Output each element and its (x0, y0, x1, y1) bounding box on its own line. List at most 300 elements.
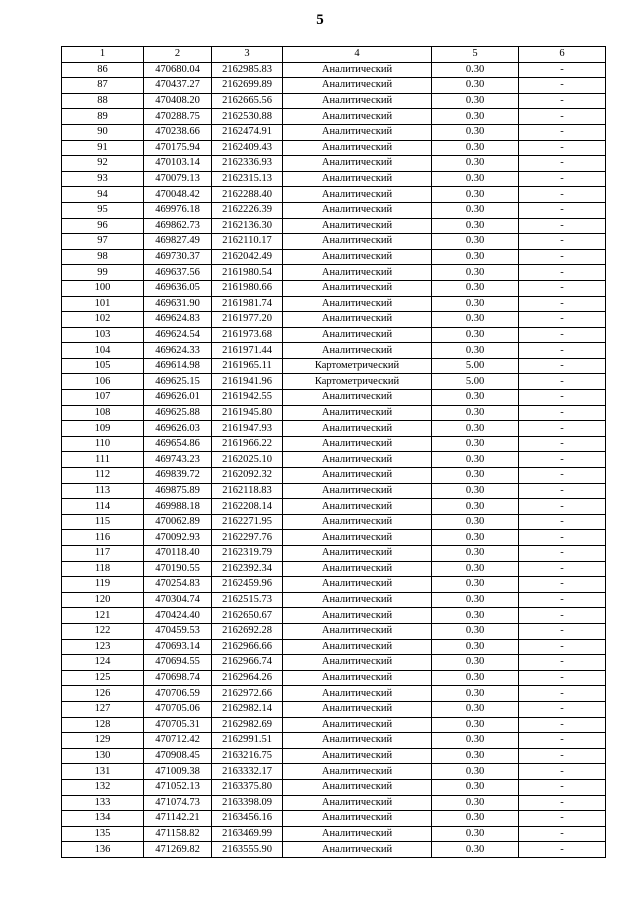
y-coordinate-cell: 2162025.10 (212, 452, 283, 468)
x-coordinate-cell: 471074.73 (144, 795, 212, 811)
point-number-cell: 127 (62, 701, 144, 717)
x-coordinate-cell: 469636.05 (144, 280, 212, 296)
accuracy-cell: 0.30 (432, 280, 519, 296)
method-cell: Аналитический (283, 343, 432, 359)
accuracy-cell: 0.30 (432, 405, 519, 421)
y-coordinate-cell: 2162226.39 (212, 202, 283, 218)
note-cell: - (519, 748, 606, 764)
column-header: 3 (212, 47, 283, 63)
method-cell: Аналитический (283, 124, 432, 140)
accuracy-cell: 0.30 (432, 93, 519, 109)
y-coordinate-cell: 2161965.11 (212, 358, 283, 374)
table-row (62, 623, 606, 639)
note-cell: - (519, 78, 606, 94)
column-header: 5 (432, 47, 519, 63)
note-cell: - (519, 530, 606, 546)
note-cell: - (519, 390, 606, 406)
x-coordinate-cell: 470103.14 (144, 156, 212, 172)
y-coordinate-cell: 2163216.75 (212, 748, 283, 764)
y-coordinate-cell: 2161973.68 (212, 327, 283, 343)
x-coordinate-cell: 470693.14 (144, 639, 212, 655)
x-coordinate-cell: 471142.21 (144, 811, 212, 827)
point-number-cell: 135 (62, 826, 144, 842)
y-coordinate-cell: 2162982.14 (212, 701, 283, 717)
x-coordinate-cell: 470048.42 (144, 187, 212, 203)
accuracy-cell: 0.30 (432, 327, 519, 343)
x-coordinate-cell: 471052.13 (144, 779, 212, 795)
y-coordinate-cell: 2162972.66 (212, 686, 283, 702)
x-coordinate-cell: 469625.88 (144, 405, 212, 421)
note-cell: - (519, 499, 606, 515)
method-cell: Аналитический (283, 452, 432, 468)
y-coordinate-cell: 2161947.93 (212, 421, 283, 437)
y-coordinate-cell: 2162515.73 (212, 592, 283, 608)
table-row (62, 577, 606, 593)
method-cell: Аналитический (283, 748, 432, 764)
accuracy-cell: 0.30 (432, 779, 519, 795)
accuracy-cell: 0.30 (432, 421, 519, 437)
table-row (62, 733, 606, 749)
y-coordinate-cell: 2162288.40 (212, 187, 283, 203)
point-number-cell: 131 (62, 764, 144, 780)
table-row (62, 358, 606, 374)
point-number-cell: 117 (62, 546, 144, 562)
x-coordinate-cell: 469654.86 (144, 436, 212, 452)
method-cell: Аналитический (283, 405, 432, 421)
point-number-cell: 133 (62, 795, 144, 811)
note-cell: - (519, 811, 606, 827)
method-cell: Аналитический (283, 312, 432, 328)
point-number-cell: 107 (62, 390, 144, 406)
y-coordinate-cell: 2162319.79 (212, 546, 283, 562)
note-cell: - (519, 795, 606, 811)
point-number-cell: 132 (62, 779, 144, 795)
x-coordinate-cell: 469839.72 (144, 468, 212, 484)
y-coordinate-cell: 2162991.51 (212, 733, 283, 749)
note-cell: - (519, 93, 606, 109)
table-row (62, 405, 606, 421)
table-row (62, 670, 606, 686)
y-coordinate-cell: 2162699.89 (212, 78, 283, 94)
x-coordinate-cell: 469624.83 (144, 312, 212, 328)
y-coordinate-cell: 2162092.32 (212, 468, 283, 484)
table-row (62, 795, 606, 811)
accuracy-cell: 0.30 (432, 312, 519, 328)
x-coordinate-cell: 470190.55 (144, 561, 212, 577)
accuracy-cell: 5.00 (432, 374, 519, 390)
accuracy-cell: 0.30 (432, 296, 519, 312)
y-coordinate-cell: 2162665.56 (212, 93, 283, 109)
table-row (62, 811, 606, 827)
y-coordinate-cell: 2163555.90 (212, 842, 283, 858)
method-cell: Аналитический (283, 795, 432, 811)
accuracy-cell: 0.30 (432, 561, 519, 577)
accuracy-cell: 0.30 (432, 156, 519, 172)
note-cell: - (519, 358, 606, 374)
note-cell: - (519, 592, 606, 608)
y-coordinate-cell: 2162966.74 (212, 655, 283, 671)
accuracy-cell: 0.30 (432, 78, 519, 94)
accuracy-cell: 0.30 (432, 249, 519, 265)
y-coordinate-cell: 2162409.43 (212, 140, 283, 156)
method-cell: Аналитический (283, 436, 432, 452)
x-coordinate-cell: 470092.93 (144, 530, 212, 546)
x-coordinate-cell: 470705.06 (144, 701, 212, 717)
x-coordinate-cell: 469626.03 (144, 421, 212, 437)
table-row (62, 701, 606, 717)
method-cell: Аналитический (283, 779, 432, 795)
y-coordinate-cell: 2161977.20 (212, 312, 283, 328)
accuracy-cell: 0.30 (432, 140, 519, 156)
table-row (62, 265, 606, 281)
y-coordinate-cell: 2162982.69 (212, 717, 283, 733)
accuracy-cell: 0.30 (432, 577, 519, 593)
x-coordinate-cell: 470238.66 (144, 124, 212, 140)
point-number-cell: 124 (62, 655, 144, 671)
accuracy-cell: 0.30 (432, 202, 519, 218)
note-cell: - (519, 764, 606, 780)
table-row (62, 421, 606, 437)
x-coordinate-cell: 470698.74 (144, 670, 212, 686)
accuracy-cell: 0.30 (432, 748, 519, 764)
x-coordinate-cell: 471269.82 (144, 842, 212, 858)
method-cell: Аналитический (283, 655, 432, 671)
note-cell: - (519, 577, 606, 593)
note-cell: - (519, 405, 606, 421)
point-number-cell: 121 (62, 608, 144, 624)
table-row (62, 202, 606, 218)
note-cell: - (519, 670, 606, 686)
accuracy-cell: 0.30 (432, 343, 519, 359)
point-number-cell: 91 (62, 140, 144, 156)
x-coordinate-cell: 469827.49 (144, 234, 212, 250)
x-coordinate-cell: 469626.01 (144, 390, 212, 406)
table-row (62, 468, 606, 484)
x-coordinate-cell: 471009.38 (144, 764, 212, 780)
table-row (62, 312, 606, 328)
method-cell: Аналитический (283, 733, 432, 749)
point-number-cell: 116 (62, 530, 144, 546)
y-coordinate-cell: 2162530.88 (212, 109, 283, 125)
table-row (62, 452, 606, 468)
y-coordinate-cell: 2163469.99 (212, 826, 283, 842)
table-row (62, 171, 606, 187)
accuracy-cell: 0.30 (432, 826, 519, 842)
x-coordinate-cell: 470706.59 (144, 686, 212, 702)
x-coordinate-cell: 470304.74 (144, 592, 212, 608)
note-cell: - (519, 343, 606, 359)
method-cell: Аналитический (283, 686, 432, 702)
x-coordinate-cell: 469624.54 (144, 327, 212, 343)
y-coordinate-cell: 2162208.14 (212, 499, 283, 515)
y-coordinate-cell: 2162966.66 (212, 639, 283, 655)
accuracy-cell: 0.30 (432, 686, 519, 702)
table-row (62, 514, 606, 530)
method-cell: Аналитический (283, 171, 432, 187)
method-cell: Аналитический (283, 842, 432, 858)
point-number-cell: 120 (62, 592, 144, 608)
accuracy-cell: 0.30 (432, 218, 519, 234)
accuracy-cell: 0.30 (432, 592, 519, 608)
table-row (62, 779, 606, 795)
note-cell: - (519, 234, 606, 250)
accuracy-cell: 0.30 (432, 171, 519, 187)
note-cell: - (519, 452, 606, 468)
method-cell: Аналитический (283, 530, 432, 546)
x-coordinate-cell: 469988.18 (144, 499, 212, 515)
x-coordinate-cell: 469743.23 (144, 452, 212, 468)
y-coordinate-cell: 2161942.55 (212, 390, 283, 406)
point-number-cell: 111 (62, 452, 144, 468)
x-coordinate-cell: 470680.04 (144, 62, 212, 78)
method-cell: Аналитический (283, 499, 432, 515)
point-number-cell: 112 (62, 468, 144, 484)
method-cell: Аналитический (283, 592, 432, 608)
table-header-row (62, 47, 606, 63)
table-row (62, 655, 606, 671)
method-cell: Аналитический (283, 577, 432, 593)
method-cell: Аналитический (283, 234, 432, 250)
y-coordinate-cell: 2161971.44 (212, 343, 283, 359)
accuracy-cell: 0.30 (432, 530, 519, 546)
table-row (62, 140, 606, 156)
method-cell: Аналитический (283, 218, 432, 234)
point-number-cell: 113 (62, 483, 144, 499)
x-coordinate-cell: 470254.83 (144, 577, 212, 593)
point-number-cell: 118 (62, 561, 144, 577)
y-coordinate-cell: 2161981.74 (212, 296, 283, 312)
y-coordinate-cell: 2161945.80 (212, 405, 283, 421)
y-coordinate-cell: 2162474.91 (212, 124, 283, 140)
accuracy-cell: 0.30 (432, 499, 519, 515)
note-cell: - (519, 109, 606, 125)
method-cell: Аналитический (283, 140, 432, 156)
y-coordinate-cell: 2162392.34 (212, 561, 283, 577)
point-number-cell: 95 (62, 202, 144, 218)
table-row (62, 499, 606, 515)
y-coordinate-cell: 2162985.83 (212, 62, 283, 78)
method-cell: Аналитический (283, 156, 432, 172)
y-coordinate-cell: 2162118.83 (212, 483, 283, 499)
table-row (62, 374, 606, 390)
table-row (62, 343, 606, 359)
y-coordinate-cell: 2161980.66 (212, 280, 283, 296)
note-cell: - (519, 655, 606, 671)
accuracy-cell: 0.30 (432, 811, 519, 827)
table-row (62, 296, 606, 312)
note-cell: - (519, 156, 606, 172)
x-coordinate-cell: 469624.33 (144, 343, 212, 359)
y-coordinate-cell: 2162110.17 (212, 234, 283, 250)
method-cell: Аналитический (283, 265, 432, 281)
method-cell: Аналитический (283, 93, 432, 109)
method-cell: Аналитический (283, 608, 432, 624)
note-cell: - (519, 701, 606, 717)
note-cell: - (519, 686, 606, 702)
table-row (62, 249, 606, 265)
accuracy-cell: 0.30 (432, 670, 519, 686)
point-number-cell: 105 (62, 358, 144, 374)
note-cell: - (519, 483, 606, 499)
y-coordinate-cell: 2162650.67 (212, 608, 283, 624)
x-coordinate-cell: 471158.82 (144, 826, 212, 842)
method-cell: Аналитический (283, 421, 432, 437)
x-coordinate-cell: 469976.18 (144, 202, 212, 218)
method-cell: Картометрический (283, 358, 432, 374)
point-number-cell: 96 (62, 218, 144, 234)
accuracy-cell: 0.30 (432, 234, 519, 250)
column-header: 2 (144, 47, 212, 63)
y-coordinate-cell: 2162692.28 (212, 623, 283, 639)
accuracy-cell: 0.30 (432, 124, 519, 140)
table-row (62, 327, 606, 343)
accuracy-cell: 0.30 (432, 265, 519, 281)
x-coordinate-cell: 470118.40 (144, 546, 212, 562)
method-cell: Картометрический (283, 374, 432, 390)
table-row (62, 639, 606, 655)
x-coordinate-cell: 470175.94 (144, 140, 212, 156)
point-number-cell: 98 (62, 249, 144, 265)
point-number-cell: 104 (62, 343, 144, 359)
point-number-cell: 129 (62, 733, 144, 749)
point-number-cell: 87 (62, 78, 144, 94)
x-coordinate-cell: 470424.40 (144, 608, 212, 624)
point-number-cell: 123 (62, 639, 144, 655)
accuracy-cell: 0.30 (432, 452, 519, 468)
table-row (62, 546, 606, 562)
accuracy-cell: 0.30 (432, 390, 519, 406)
x-coordinate-cell: 470908.45 (144, 748, 212, 764)
y-coordinate-cell: 2163456.16 (212, 811, 283, 827)
table-row (62, 592, 606, 608)
table-row (62, 842, 606, 858)
table-row (62, 436, 606, 452)
x-coordinate-cell: 470062.89 (144, 514, 212, 530)
table-row (62, 78, 606, 94)
y-coordinate-cell: 2163332.17 (212, 764, 283, 780)
note-cell: - (519, 546, 606, 562)
point-number-cell: 101 (62, 296, 144, 312)
method-cell: Аналитический (283, 109, 432, 125)
method-cell: Аналитический (283, 280, 432, 296)
point-number-cell: 109 (62, 421, 144, 437)
method-cell: Аналитический (283, 701, 432, 717)
accuracy-cell: 0.30 (432, 733, 519, 749)
accuracy-cell: 0.30 (432, 62, 519, 78)
note-cell: - (519, 327, 606, 343)
method-cell: Аналитический (283, 78, 432, 94)
x-coordinate-cell: 469875.89 (144, 483, 212, 499)
table-row (62, 156, 606, 172)
method-cell: Аналитический (283, 327, 432, 343)
x-coordinate-cell: 469631.90 (144, 296, 212, 312)
note-cell: - (519, 421, 606, 437)
note-cell: - (519, 280, 606, 296)
method-cell: Аналитический (283, 249, 432, 265)
accuracy-cell: 0.30 (432, 764, 519, 780)
point-number-cell: 126 (62, 686, 144, 702)
note-cell: - (519, 842, 606, 858)
x-coordinate-cell: 470712.42 (144, 733, 212, 749)
y-coordinate-cell: 2163375.80 (212, 779, 283, 795)
accuracy-cell: 0.30 (432, 639, 519, 655)
x-coordinate-cell: 470079.13 (144, 171, 212, 187)
point-number-cell: 136 (62, 842, 144, 858)
table-row (62, 218, 606, 234)
note-cell: - (519, 312, 606, 328)
accuracy-cell: 0.30 (432, 468, 519, 484)
table-row (62, 483, 606, 499)
table-row (62, 764, 606, 780)
note-cell: - (519, 62, 606, 78)
table-row (62, 561, 606, 577)
y-coordinate-cell: 2162459.96 (212, 577, 283, 593)
note-cell: - (519, 514, 606, 530)
accuracy-cell: 0.30 (432, 436, 519, 452)
method-cell: Аналитический (283, 623, 432, 639)
point-number-cell: 108 (62, 405, 144, 421)
note-cell: - (519, 187, 606, 203)
point-number-cell: 115 (62, 514, 144, 530)
point-number-cell: 110 (62, 436, 144, 452)
table-row (62, 234, 606, 250)
accuracy-cell: 0.30 (432, 546, 519, 562)
note-cell: - (519, 717, 606, 733)
note-cell: - (519, 468, 606, 484)
x-coordinate-cell: 469730.37 (144, 249, 212, 265)
y-coordinate-cell: 2163398.09 (212, 795, 283, 811)
point-number-cell: 99 (62, 265, 144, 281)
table-body (62, 62, 606, 857)
method-cell: Аналитический (283, 561, 432, 577)
x-coordinate-cell: 469614.98 (144, 358, 212, 374)
page-number: 5 (316, 12, 324, 28)
note-cell: - (519, 171, 606, 187)
y-coordinate-cell: 2161941.96 (212, 374, 283, 390)
point-number-cell: 119 (62, 577, 144, 593)
table-row (62, 124, 606, 140)
y-coordinate-cell: 2162042.49 (212, 249, 283, 265)
point-number-cell: 122 (62, 623, 144, 639)
point-number-cell: 106 (62, 374, 144, 390)
note-cell: - (519, 623, 606, 639)
point-number-cell: 89 (62, 109, 144, 125)
column-header: 1 (62, 47, 144, 63)
x-coordinate-cell: 470705.31 (144, 717, 212, 733)
method-cell: Аналитический (283, 483, 432, 499)
point-number-cell: 93 (62, 171, 144, 187)
point-number-cell: 90 (62, 124, 144, 140)
note-cell: - (519, 218, 606, 234)
point-number-cell: 100 (62, 280, 144, 296)
accuracy-cell: 0.30 (432, 187, 519, 203)
table-row (62, 748, 606, 764)
method-cell: Аналитический (283, 514, 432, 530)
method-cell: Аналитический (283, 202, 432, 218)
table-row (62, 717, 606, 733)
y-coordinate-cell: 2162271.95 (212, 514, 283, 530)
note-cell: - (519, 202, 606, 218)
method-cell: Аналитический (283, 62, 432, 78)
point-number-cell: 92 (62, 156, 144, 172)
note-cell: - (519, 608, 606, 624)
point-number-cell: 128 (62, 717, 144, 733)
y-coordinate-cell: 2162964.26 (212, 670, 283, 686)
note-cell: - (519, 639, 606, 655)
point-number-cell: 114 (62, 499, 144, 515)
method-cell: Аналитический (283, 468, 432, 484)
y-coordinate-cell: 2162136.30 (212, 218, 283, 234)
